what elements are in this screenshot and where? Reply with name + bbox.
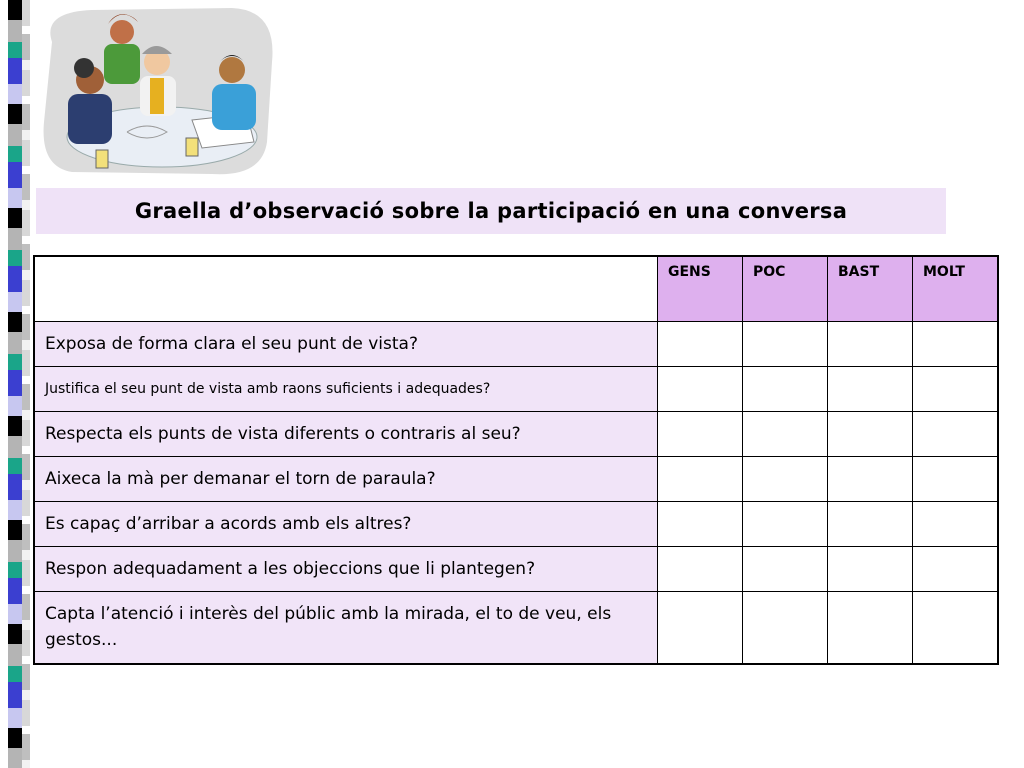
rating-cell [828, 592, 913, 664]
rating-cell [658, 412, 743, 457]
rating-cell [828, 457, 913, 502]
header-label: GENS [668, 264, 711, 280]
header-label: POC [753, 264, 786, 280]
rating-cell [913, 502, 999, 547]
table-row [34, 322, 998, 367]
header-gens [658, 256, 743, 322]
table-row [34, 547, 998, 592]
criterion-label: Aixeca la mà per demanar el torn de paraula? [34, 457, 658, 502]
rating-cell [828, 502, 913, 547]
rating-cell [913, 592, 999, 664]
criterion-label: Respon adequadament a les objeccions que li plantegen? [34, 547, 658, 592]
decorative-side-strip [0, 0, 34, 768]
rating-cell [913, 322, 999, 367]
rating-cell [913, 547, 999, 592]
table-row [34, 592, 998, 664]
title-bar [36, 188, 946, 234]
rating-cell [828, 367, 913, 412]
rating-cell [913, 412, 999, 457]
rating-cell [743, 412, 828, 457]
rating-cell [658, 547, 743, 592]
rating-cell [743, 457, 828, 502]
table-row [34, 412, 998, 457]
rating-cell [743, 367, 828, 412]
criterion-label: Es capaç d’arribar a acords amb els altres? [34, 502, 658, 547]
rating-cell [743, 322, 828, 367]
header-label: MOLT [923, 264, 965, 280]
rating-cell [658, 322, 743, 367]
header-label: BAST [838, 264, 880, 280]
header-poc [743, 256, 828, 322]
strip-light-column [22, 0, 30, 768]
page-title: Graella d’observació sobre la participació en una conversa [134, 199, 848, 223]
observation-grid [33, 255, 999, 665]
criterion-label: Exposa de forma clara el seu punt de vista? [34, 322, 658, 367]
rating-cell [828, 322, 913, 367]
rating-cell [658, 592, 743, 664]
header-molt [913, 256, 999, 322]
table-row [34, 502, 998, 547]
header-row [34, 256, 998, 322]
rating-cell [743, 502, 828, 547]
rating-cell [828, 547, 913, 592]
table-row [34, 367, 998, 412]
criterion-label: Justifica el seu punt de vista amb raons suficients i adequades? [34, 367, 658, 412]
header-blank-cell [34, 256, 658, 322]
rating-cell [658, 502, 743, 547]
rating-cell [913, 457, 999, 502]
criterion-label: Capta l’atenció i interès del públic amb la mirada, el to de veu, els gestos... [34, 592, 658, 664]
rating-cell [743, 592, 828, 664]
header-bast [828, 256, 913, 322]
rating-cell [658, 457, 743, 502]
meeting-clipart-icon [32, 2, 282, 182]
rating-cell [828, 412, 913, 457]
table-row [34, 457, 998, 502]
rating-cell [743, 547, 828, 592]
criterion-label: Respecta els punts de vista diferents o contraris al seu? [34, 412, 658, 457]
rating-cell [658, 367, 743, 412]
rating-cell [913, 367, 999, 412]
strip-dark-column [8, 0, 22, 768]
